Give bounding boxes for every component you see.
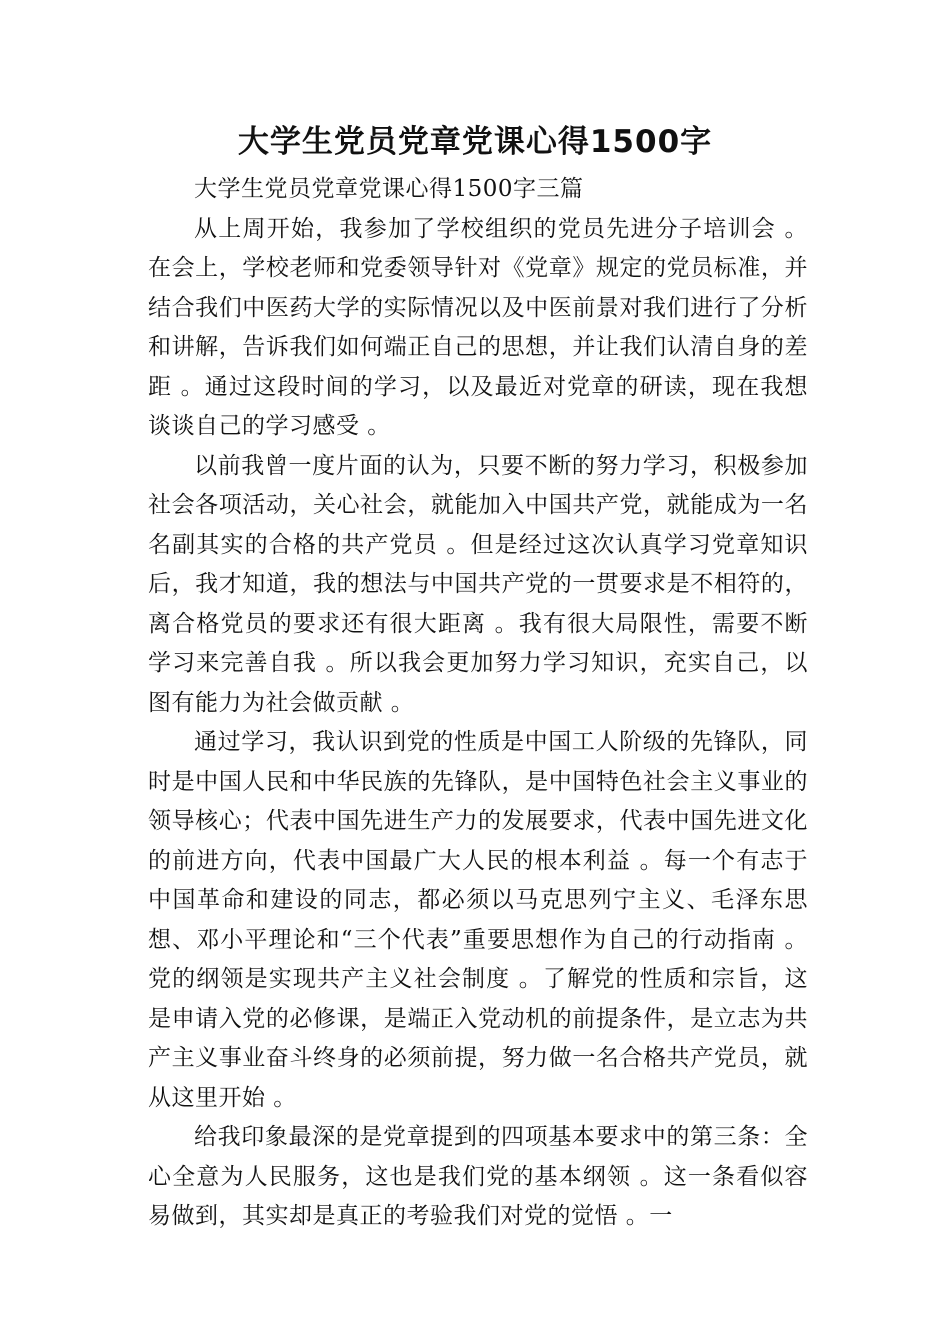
paragraph: 通过学习，我认识到党的性质是中国工人阶级的先锋队，同时是中国人民和中华民族的先锋队，是中国特色社会主义事业的领导核心；代表中国先进生产力的发展要求，代表中国先进文化的前进方向，代表中国最广大人民的根本利益 。每一个有志于中国革命和建设的同志，都必须以马克思列宁主义、毛泽东思想、邓小平理论和“三个代表”重要思想作为自己的行动指南 。党的纲领是实现共产主义社会制度 。了解党的性质和宗旨，这是申请入党的必修课，是端正入党动机的前提条件，是立志为共产主义事业奋斗终身的必须前提，努力做一名合格共产党员，就从这里开始 。: [148, 729, 808, 1111]
paragraph: 以前我曾一度片面的认为，只要不断的努力学习，积极参加社会各项活动，关心社会，就能加入中国共产党，就能成为一名名副其实的合格的共产党员 。但是经过这次认真学习党章知识后，我才知道，我的想法与中国共产党的一贯要求是不相符的，离合格党员的要求还有很大距离 。我有很大局限性，需要不断学习来完善自我 。所以我会更加努力学习知识，充实自己，以图有能力为社会做贡献 。: [148, 452, 808, 716]
document-title: 大学生党员党章党课心得1500字: [237, 124, 713, 160]
document-body: [148, 170, 808, 1237]
paragraph: 给我印象最深的是党章提到的四项基本要求中的第三条：全心全意为人民服务，这也是我们党的基本纲领 。这一条看似容易做到，其实却是真正的考验我们对党的觉悟 。一: [148, 1124, 808, 1229]
paragraph: 从上周开始，我参加了学校组织的党员先进分子培训会 。在会上，学校老师和党委领导针对《党章》规定的党员标准，并结合我们中医药大学的实际情况以及中医前景对我们进行了分析和讲解，告诉我们如何端正自己的思想，并让我们认清自身的差距 。通过这段时间的学习，以及最近对党章的研读，现在我想谈谈自己的学习感受 。: [148, 215, 808, 439]
document-subtitle: 大学生党员党章党课心得1500字三篇: [194, 176, 584, 202]
